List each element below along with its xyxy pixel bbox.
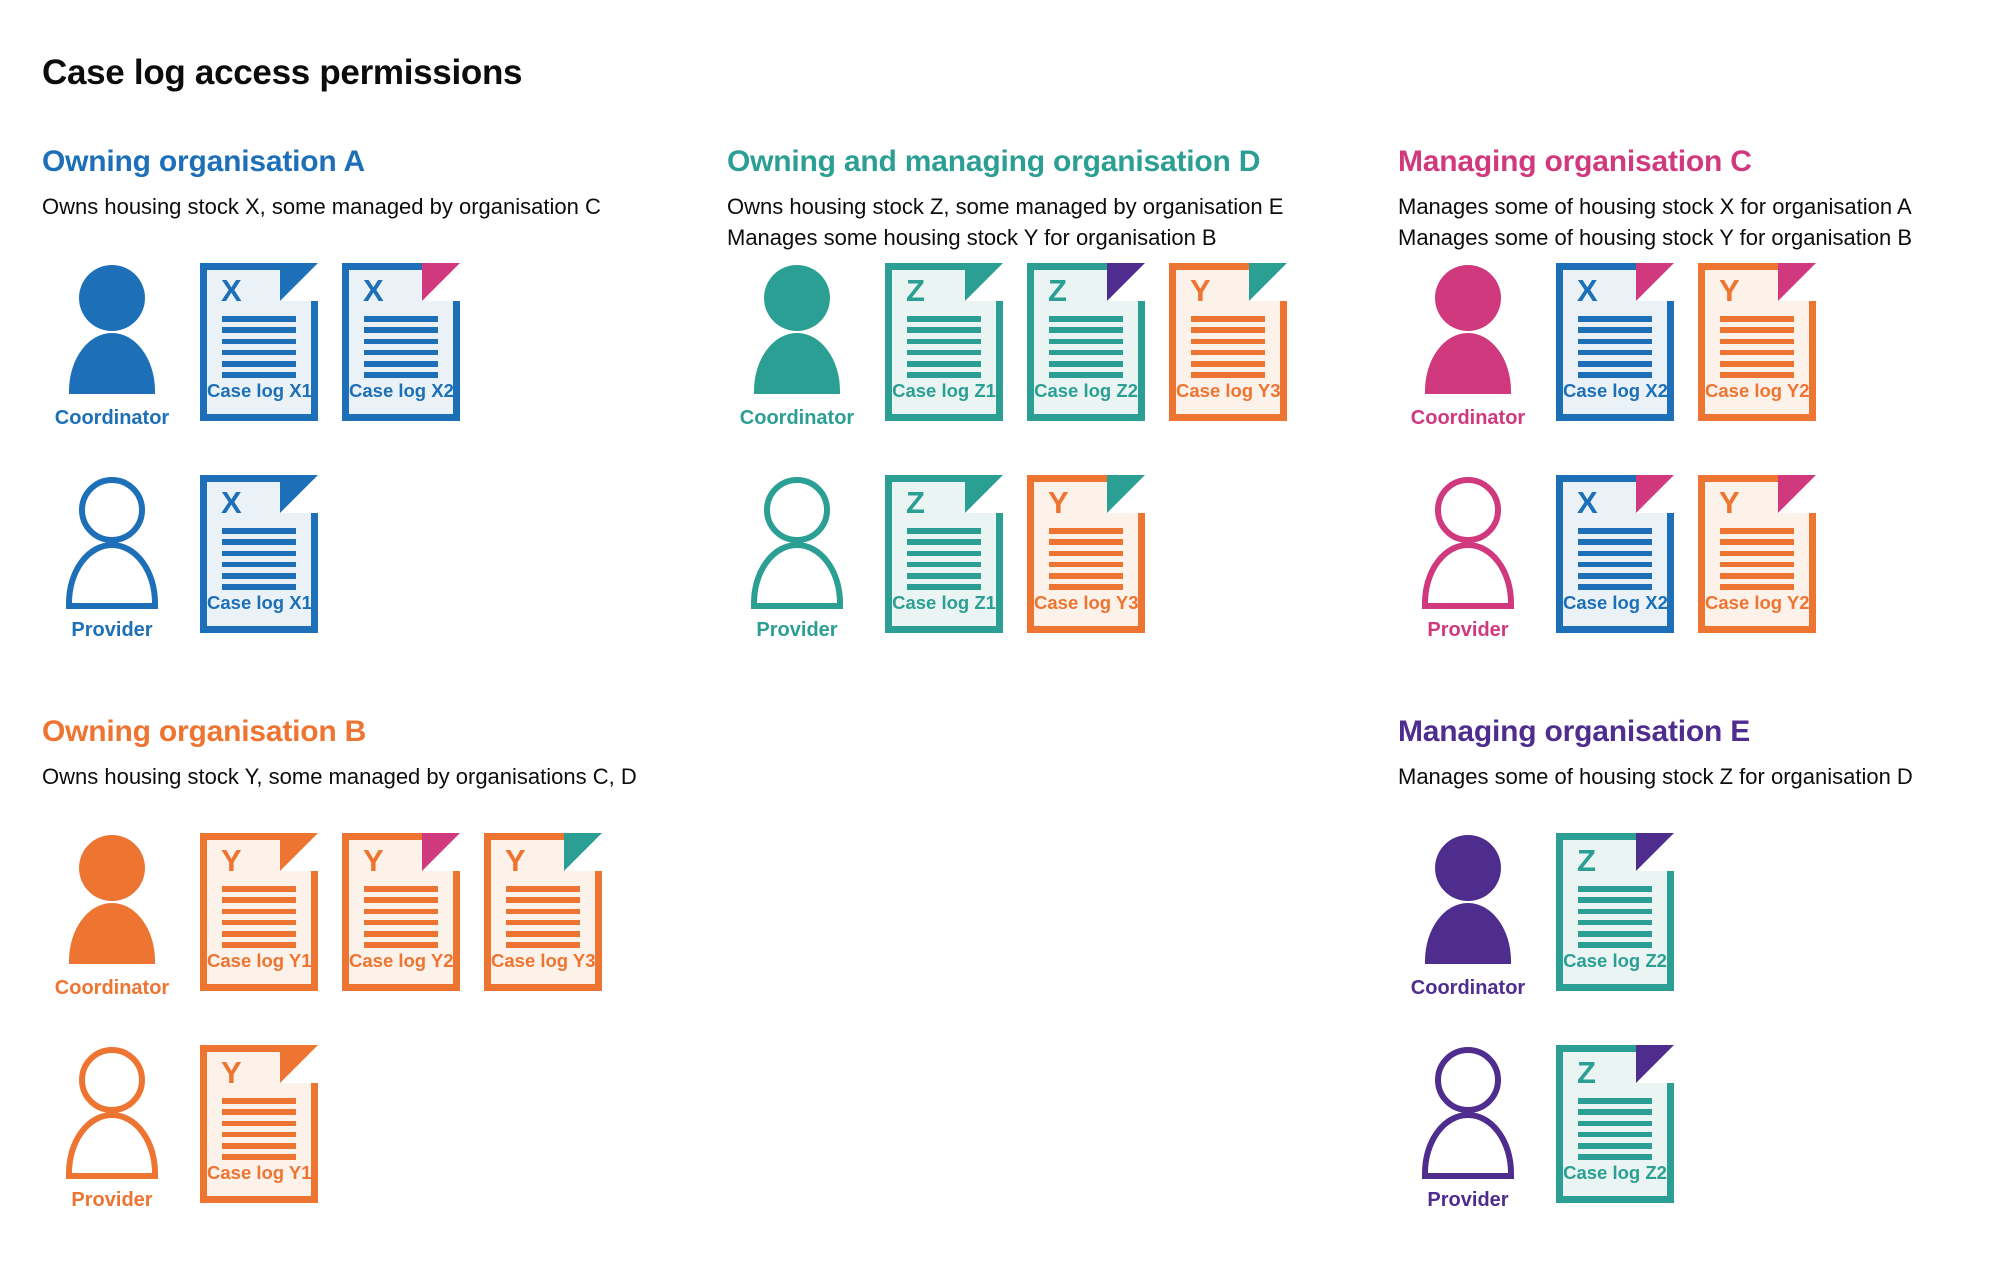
provider-person-icon — [751, 475, 843, 609]
role-row-coordinator — [1398, 833, 1674, 1000]
person-block — [1398, 833, 1538, 1000]
document-text-lines — [1049, 316, 1123, 384]
text-line — [1191, 372, 1265, 378]
document-text-lines — [1720, 316, 1794, 384]
text-line — [1578, 361, 1652, 367]
text-line — [1049, 539, 1123, 545]
provider-person-icon — [66, 475, 158, 609]
document-text-lines — [364, 316, 438, 384]
person-block — [727, 263, 867, 430]
text-line — [1191, 339, 1265, 345]
document-label: Case log Y1 — [207, 950, 312, 971]
text-line — [907, 528, 981, 534]
text-line — [222, 361, 296, 367]
text-line — [907, 350, 981, 356]
text-line — [1578, 539, 1652, 545]
text-line — [1578, 1154, 1652, 1160]
section-org-e — [1398, 715, 1978, 1211]
text-line — [1578, 372, 1652, 378]
section-heading: Managing organisation C — [1398, 145, 1752, 178]
role-label: Provider — [1427, 1189, 1509, 1211]
text-line — [1578, 562, 1652, 568]
section-org-c — [1398, 145, 1978, 641]
text-line — [1049, 339, 1123, 345]
text-line — [1578, 551, 1652, 557]
text-line — [1049, 316, 1123, 322]
text-line — [506, 931, 580, 937]
case-log-document-icon — [1698, 263, 1816, 421]
document-text-lines — [1578, 528, 1652, 596]
text-line — [222, 573, 296, 579]
document-label: Case log Y1 — [207, 1162, 312, 1183]
coordinator-person-icon — [1422, 263, 1514, 397]
document-label: Case log X1 — [207, 592, 312, 613]
text-line — [222, 327, 296, 333]
section-description — [1398, 761, 1978, 792]
document-letter: Z — [906, 485, 925, 520]
text-line — [1578, 327, 1652, 333]
role-row-provider — [1398, 475, 1816, 642]
document-letter: Y — [1719, 485, 1740, 520]
document-label: Case log Z2 — [1563, 1162, 1667, 1183]
role-label: Coordinator — [739, 407, 855, 429]
document-label: Case log Y3 — [1034, 592, 1139, 613]
text-line — [1049, 573, 1123, 579]
text-line — [1578, 942, 1652, 948]
text-line — [1578, 584, 1652, 590]
section-description — [42, 191, 692, 222]
documents — [1556, 833, 1674, 991]
text-line — [907, 539, 981, 545]
document-letter: X — [221, 485, 242, 520]
document-label: Case log X2 — [1563, 592, 1668, 613]
document-text-lines — [222, 886, 296, 954]
coordinator-person-icon — [66, 833, 158, 967]
role-row-coordinator — [42, 263, 460, 430]
document-letter: Z — [1048, 273, 1067, 308]
section-heading: Owning organisation A — [42, 145, 366, 178]
text-line — [1578, 1121, 1652, 1127]
text-line — [364, 897, 438, 903]
text-line — [364, 339, 438, 345]
document-label: Case log Y2 — [1705, 592, 1810, 613]
text-line — [1049, 551, 1123, 557]
person-block — [1398, 475, 1538, 642]
document-text-lines — [1049, 528, 1123, 596]
text-line — [1049, 528, 1123, 534]
document-letter: Z — [1577, 843, 1596, 878]
documents — [1556, 263, 1816, 421]
document-label: Case log X1 — [207, 380, 312, 401]
document-label: Case log Z1 — [892, 380, 996, 401]
document-letter: Y — [1190, 273, 1211, 308]
role-label: Coordinator — [54, 407, 170, 429]
case-log-document-icon — [342, 833, 460, 991]
role-row-coordinator — [42, 833, 602, 1000]
document-letter: Z — [1577, 1055, 1596, 1090]
text-line — [222, 350, 296, 356]
text-line — [1578, 1132, 1652, 1138]
text-line — [364, 931, 438, 937]
text-line — [222, 920, 296, 926]
document-text-lines — [364, 886, 438, 954]
person-block — [42, 475, 182, 642]
description-line: Owns housing stock Z, some managed by organisation E — [727, 194, 1284, 219]
text-line — [1191, 350, 1265, 356]
text-line — [364, 886, 438, 892]
text-line — [222, 1154, 296, 1160]
description-line: Owns housing stock X, some managed by organisation C — [42, 194, 601, 219]
person-block — [1398, 263, 1538, 430]
role-label: Provider — [71, 1189, 153, 1211]
case-log-document-icon — [1027, 263, 1145, 421]
case-log-document-icon — [1556, 1045, 1674, 1203]
text-line — [907, 327, 981, 333]
text-line — [1191, 361, 1265, 367]
text-line — [1578, 339, 1652, 345]
text-line — [364, 909, 438, 915]
text-line — [1720, 372, 1794, 378]
document-text-lines — [222, 316, 296, 384]
text-line — [1720, 551, 1794, 557]
text-line — [1049, 327, 1123, 333]
coordinator-person-icon — [66, 263, 158, 397]
role-row-provider — [42, 475, 318, 642]
text-line — [1049, 562, 1123, 568]
text-line — [222, 1121, 296, 1127]
text-line — [1578, 920, 1652, 926]
text-line — [222, 942, 296, 948]
text-line — [1720, 327, 1794, 333]
document-label: Case log Z2 — [1563, 950, 1667, 971]
description-line: Manages some of housing stock Y for organisation B — [1398, 225, 1913, 250]
text-line — [907, 372, 981, 378]
document-letter: Y — [221, 843, 242, 878]
role-label: Coordinator — [1410, 407, 1526, 429]
text-line — [364, 920, 438, 926]
case-log-document-icon — [1556, 833, 1674, 991]
case-log-document-icon — [1556, 263, 1674, 421]
document-text-lines — [222, 1098, 296, 1166]
document-text-lines — [506, 886, 580, 954]
text-line — [222, 584, 296, 590]
text-line — [222, 1098, 296, 1104]
case-log-document-icon — [885, 263, 1003, 421]
role-row-provider — [727, 475, 1145, 642]
document-text-lines — [1578, 1098, 1652, 1166]
text-line — [1578, 316, 1652, 322]
text-line — [364, 350, 438, 356]
text-line — [506, 909, 580, 915]
case-log-document-icon — [200, 475, 318, 633]
text-line — [364, 372, 438, 378]
description-line: Owns housing stock Y, some managed by organisations C, D — [42, 764, 637, 789]
role-row-coordinator — [727, 263, 1287, 430]
text-line — [1720, 539, 1794, 545]
documents — [1556, 475, 1816, 633]
text-line — [907, 339, 981, 345]
document-label: Case log Y3 — [491, 950, 596, 971]
page-title: Case log access permissions — [42, 53, 523, 93]
text-line — [907, 551, 981, 557]
document-text-lines — [907, 528, 981, 596]
text-line — [1720, 339, 1794, 345]
text-line — [506, 920, 580, 926]
provider-person-icon — [1422, 1045, 1514, 1179]
case-log-document-icon — [484, 833, 602, 991]
documents — [200, 1045, 318, 1203]
coordinator-person-icon — [751, 263, 843, 397]
person-block — [1398, 1045, 1538, 1212]
role-row-coordinator — [1398, 263, 1816, 430]
person-block — [727, 475, 867, 642]
coordinator-person-icon — [1422, 833, 1514, 967]
section-heading: Owning organisation B — [42, 715, 367, 748]
person-block — [42, 263, 182, 430]
description-line: Manages some of housing stock X for organisation A — [1398, 194, 1912, 219]
case-log-document-icon — [1556, 475, 1674, 633]
document-letter: Y — [1048, 485, 1069, 520]
role-label: Coordinator — [54, 977, 170, 999]
text-line — [222, 931, 296, 937]
text-line — [364, 327, 438, 333]
document-letter: X — [1577, 485, 1598, 520]
text-line — [1720, 584, 1794, 590]
text-line — [1578, 528, 1652, 534]
text-line — [1049, 350, 1123, 356]
description-line: Manages some housing stock Y for organisation B — [727, 225, 1217, 250]
document-letter: Z — [906, 273, 925, 308]
text-line — [1720, 350, 1794, 356]
role-label: Coordinator — [1410, 977, 1526, 999]
text-line — [1578, 573, 1652, 579]
documents — [1556, 1045, 1674, 1203]
text-line — [1049, 584, 1123, 590]
text-line — [222, 1132, 296, 1138]
document-letter: X — [363, 273, 384, 308]
text-line — [222, 339, 296, 345]
section-description — [1398, 191, 1978, 253]
text-line — [907, 361, 981, 367]
text-line — [222, 539, 296, 545]
document-letter: Y — [1719, 273, 1740, 308]
text-line — [222, 897, 296, 903]
document-label: Case log X2 — [349, 380, 454, 401]
person-block — [42, 1045, 182, 1212]
text-line — [222, 909, 296, 915]
section-org-a — [42, 145, 692, 641]
document-letter: Y — [505, 843, 526, 878]
document-label: Case log Z2 — [1034, 380, 1138, 401]
text-line — [1578, 1098, 1652, 1104]
text-line — [364, 361, 438, 367]
text-line — [1191, 327, 1265, 333]
text-line — [222, 886, 296, 892]
document-letter: X — [221, 273, 242, 308]
case-log-document-icon — [200, 833, 318, 991]
section-description — [727, 191, 1377, 253]
role-row-provider — [42, 1045, 318, 1212]
case-log-document-icon — [1698, 475, 1816, 633]
role-label: Provider — [1427, 619, 1509, 641]
text-line — [1720, 528, 1794, 534]
text-line — [1578, 886, 1652, 892]
text-line — [907, 573, 981, 579]
document-text-lines — [1578, 886, 1652, 954]
text-line — [506, 942, 580, 948]
text-line — [1720, 361, 1794, 367]
documents — [200, 475, 318, 633]
case-log-document-icon — [342, 263, 460, 421]
text-line — [1578, 931, 1652, 937]
person-block — [42, 833, 182, 1000]
section-heading: Owning and managing organisation D — [727, 145, 1261, 178]
role-label: Provider — [71, 619, 153, 641]
role-label: Provider — [756, 619, 838, 641]
document-label: Case log Y2 — [349, 950, 454, 971]
document-letter: Y — [221, 1055, 242, 1090]
text-line — [222, 372, 296, 378]
text-line — [222, 528, 296, 534]
document-text-lines — [1720, 528, 1794, 596]
document-label: Case log Y3 — [1176, 380, 1281, 401]
documents — [200, 833, 602, 991]
section-org-d — [727, 145, 1377, 641]
provider-person-icon — [66, 1045, 158, 1179]
text-line — [1049, 361, 1123, 367]
text-line — [1720, 316, 1794, 322]
text-line — [222, 1109, 296, 1115]
text-line — [506, 886, 580, 892]
description-line: Manages some of housing stock Z for organisation D — [1398, 764, 1913, 789]
document-letter: Y — [363, 843, 384, 878]
provider-person-icon — [1422, 475, 1514, 609]
documents — [200, 263, 460, 421]
section-heading: Managing organisation E — [1398, 715, 1751, 748]
document-label: Case log X2 — [1563, 380, 1668, 401]
case-log-document-icon — [885, 475, 1003, 633]
documents — [885, 475, 1145, 633]
text-line — [364, 942, 438, 948]
text-line — [1578, 909, 1652, 915]
text-line — [1578, 1143, 1652, 1149]
role-row-provider — [1398, 1045, 1674, 1212]
case-log-document-icon — [200, 1045, 318, 1203]
text-line — [222, 551, 296, 557]
document-text-lines — [1578, 316, 1652, 384]
text-line — [907, 562, 981, 568]
document-letter: X — [1577, 273, 1598, 308]
document-text-lines — [907, 316, 981, 384]
case-log-document-icon — [200, 263, 318, 421]
case-log-document-icon — [1169, 263, 1287, 421]
text-line — [1720, 562, 1794, 568]
text-line — [506, 897, 580, 903]
text-line — [1578, 897, 1652, 903]
text-line — [222, 1143, 296, 1149]
document-label: Case log Z1 — [892, 592, 996, 613]
section-org-b — [42, 715, 692, 1211]
document-text-lines — [222, 528, 296, 596]
text-line — [222, 316, 296, 322]
text-line — [907, 316, 981, 322]
text-line — [1720, 573, 1794, 579]
text-line — [907, 584, 981, 590]
text-line — [1191, 316, 1265, 322]
text-line — [1049, 372, 1123, 378]
document-text-lines — [1191, 316, 1265, 384]
text-line — [222, 562, 296, 568]
text-line — [364, 316, 438, 322]
section-description — [42, 761, 692, 792]
text-line — [1578, 1109, 1652, 1115]
text-line — [1578, 350, 1652, 356]
document-label: Case log Y2 — [1705, 380, 1810, 401]
case-log-document-icon — [1027, 475, 1145, 633]
documents — [885, 263, 1287, 421]
